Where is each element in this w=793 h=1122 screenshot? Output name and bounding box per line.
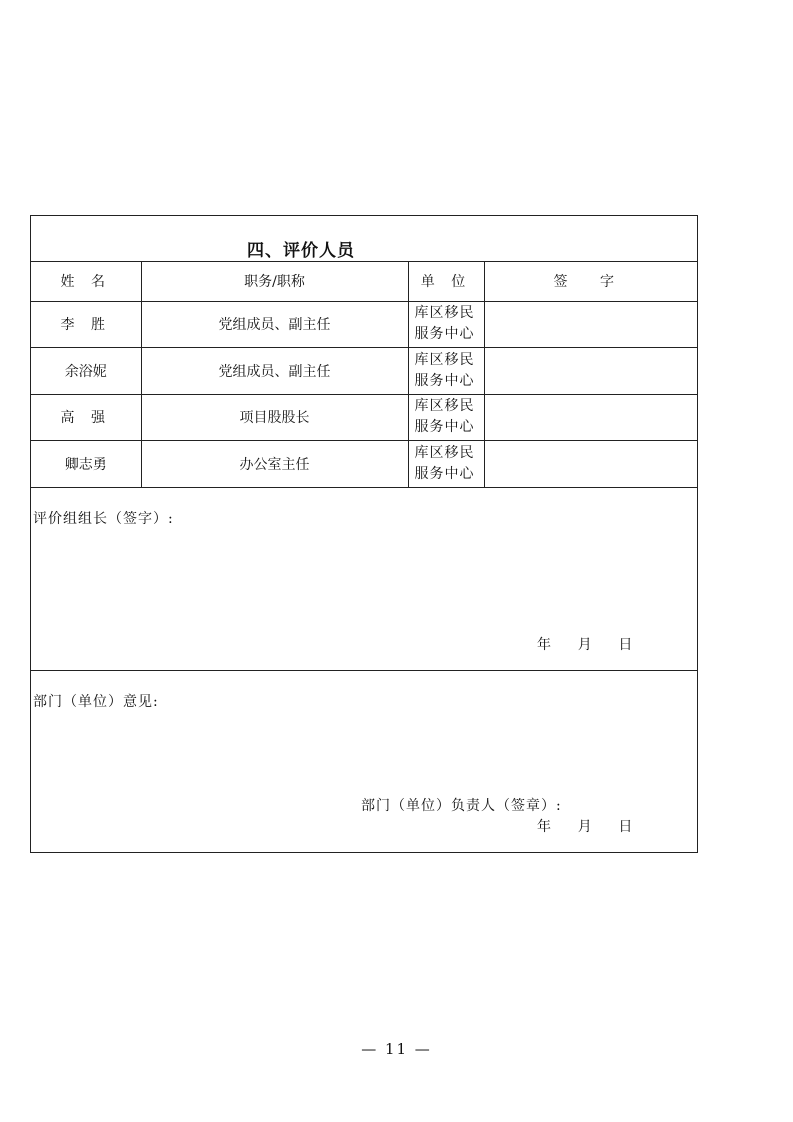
cell-name: 李 胜 xyxy=(31,301,141,348)
header-title: 职务/职称 xyxy=(141,262,408,301)
cell-unit xyxy=(408,348,484,395)
table-row xyxy=(31,348,697,395)
header-signature: 签 字 xyxy=(484,262,697,301)
department-label: 部门（单位）意见: xyxy=(33,694,159,710)
cell-signature[interactable] xyxy=(484,301,697,348)
cell-name: 卿志勇 xyxy=(31,441,141,488)
cell-signature[interactable] xyxy=(484,348,697,395)
cell-unit xyxy=(408,301,484,348)
cell-unit xyxy=(408,394,484,441)
table-row xyxy=(31,394,697,441)
department-opinion-section[interactable] xyxy=(31,670,697,852)
leader-date: 年 月 日 xyxy=(537,637,633,653)
evaluation-form xyxy=(30,215,698,853)
unit-line: 库区移民 xyxy=(414,444,475,461)
cell-signature[interactable] xyxy=(484,394,697,441)
unit-line: 服务中心 xyxy=(414,326,475,343)
leader-label: 评价组组长（签字）: xyxy=(33,511,174,527)
cell-signature[interactable] xyxy=(484,441,697,488)
cell-name: 高 强 xyxy=(31,394,141,441)
unit-line: 库区移民 xyxy=(414,351,475,368)
department-date: 年 月 日 xyxy=(537,819,633,835)
unit-line: 服务中心 xyxy=(414,419,475,436)
unit-line: 库区移民 xyxy=(414,305,475,322)
unit-line: 服务中心 xyxy=(414,465,475,482)
unit-line: 库区移民 xyxy=(414,398,475,415)
cell-title: 项目股股长 xyxy=(141,394,408,441)
page-number: — 11 — xyxy=(361,1040,432,1058)
leader-signature-section[interactable] xyxy=(31,487,697,670)
section-title: 四、评价人员 xyxy=(247,241,355,261)
cell-title: 办公室主任 xyxy=(141,441,408,488)
cell-title: 党组成员、副主任 xyxy=(141,301,408,348)
cell-unit xyxy=(408,441,484,488)
unit-line: 服务中心 xyxy=(414,372,475,389)
table-row xyxy=(31,301,697,348)
table-row xyxy=(31,441,697,488)
header-unit: 单 位 xyxy=(408,262,484,301)
department-responsible-label: 部门（单位）负责人（签章）: xyxy=(361,798,562,814)
cell-title: 党组成员、副主任 xyxy=(141,348,408,395)
evaluators-table xyxy=(31,262,697,488)
header-name: 姓 名 xyxy=(31,262,141,301)
table-header-row xyxy=(31,262,697,301)
section-title-row xyxy=(31,216,697,262)
cell-name: 余浴妮 xyxy=(31,348,141,395)
